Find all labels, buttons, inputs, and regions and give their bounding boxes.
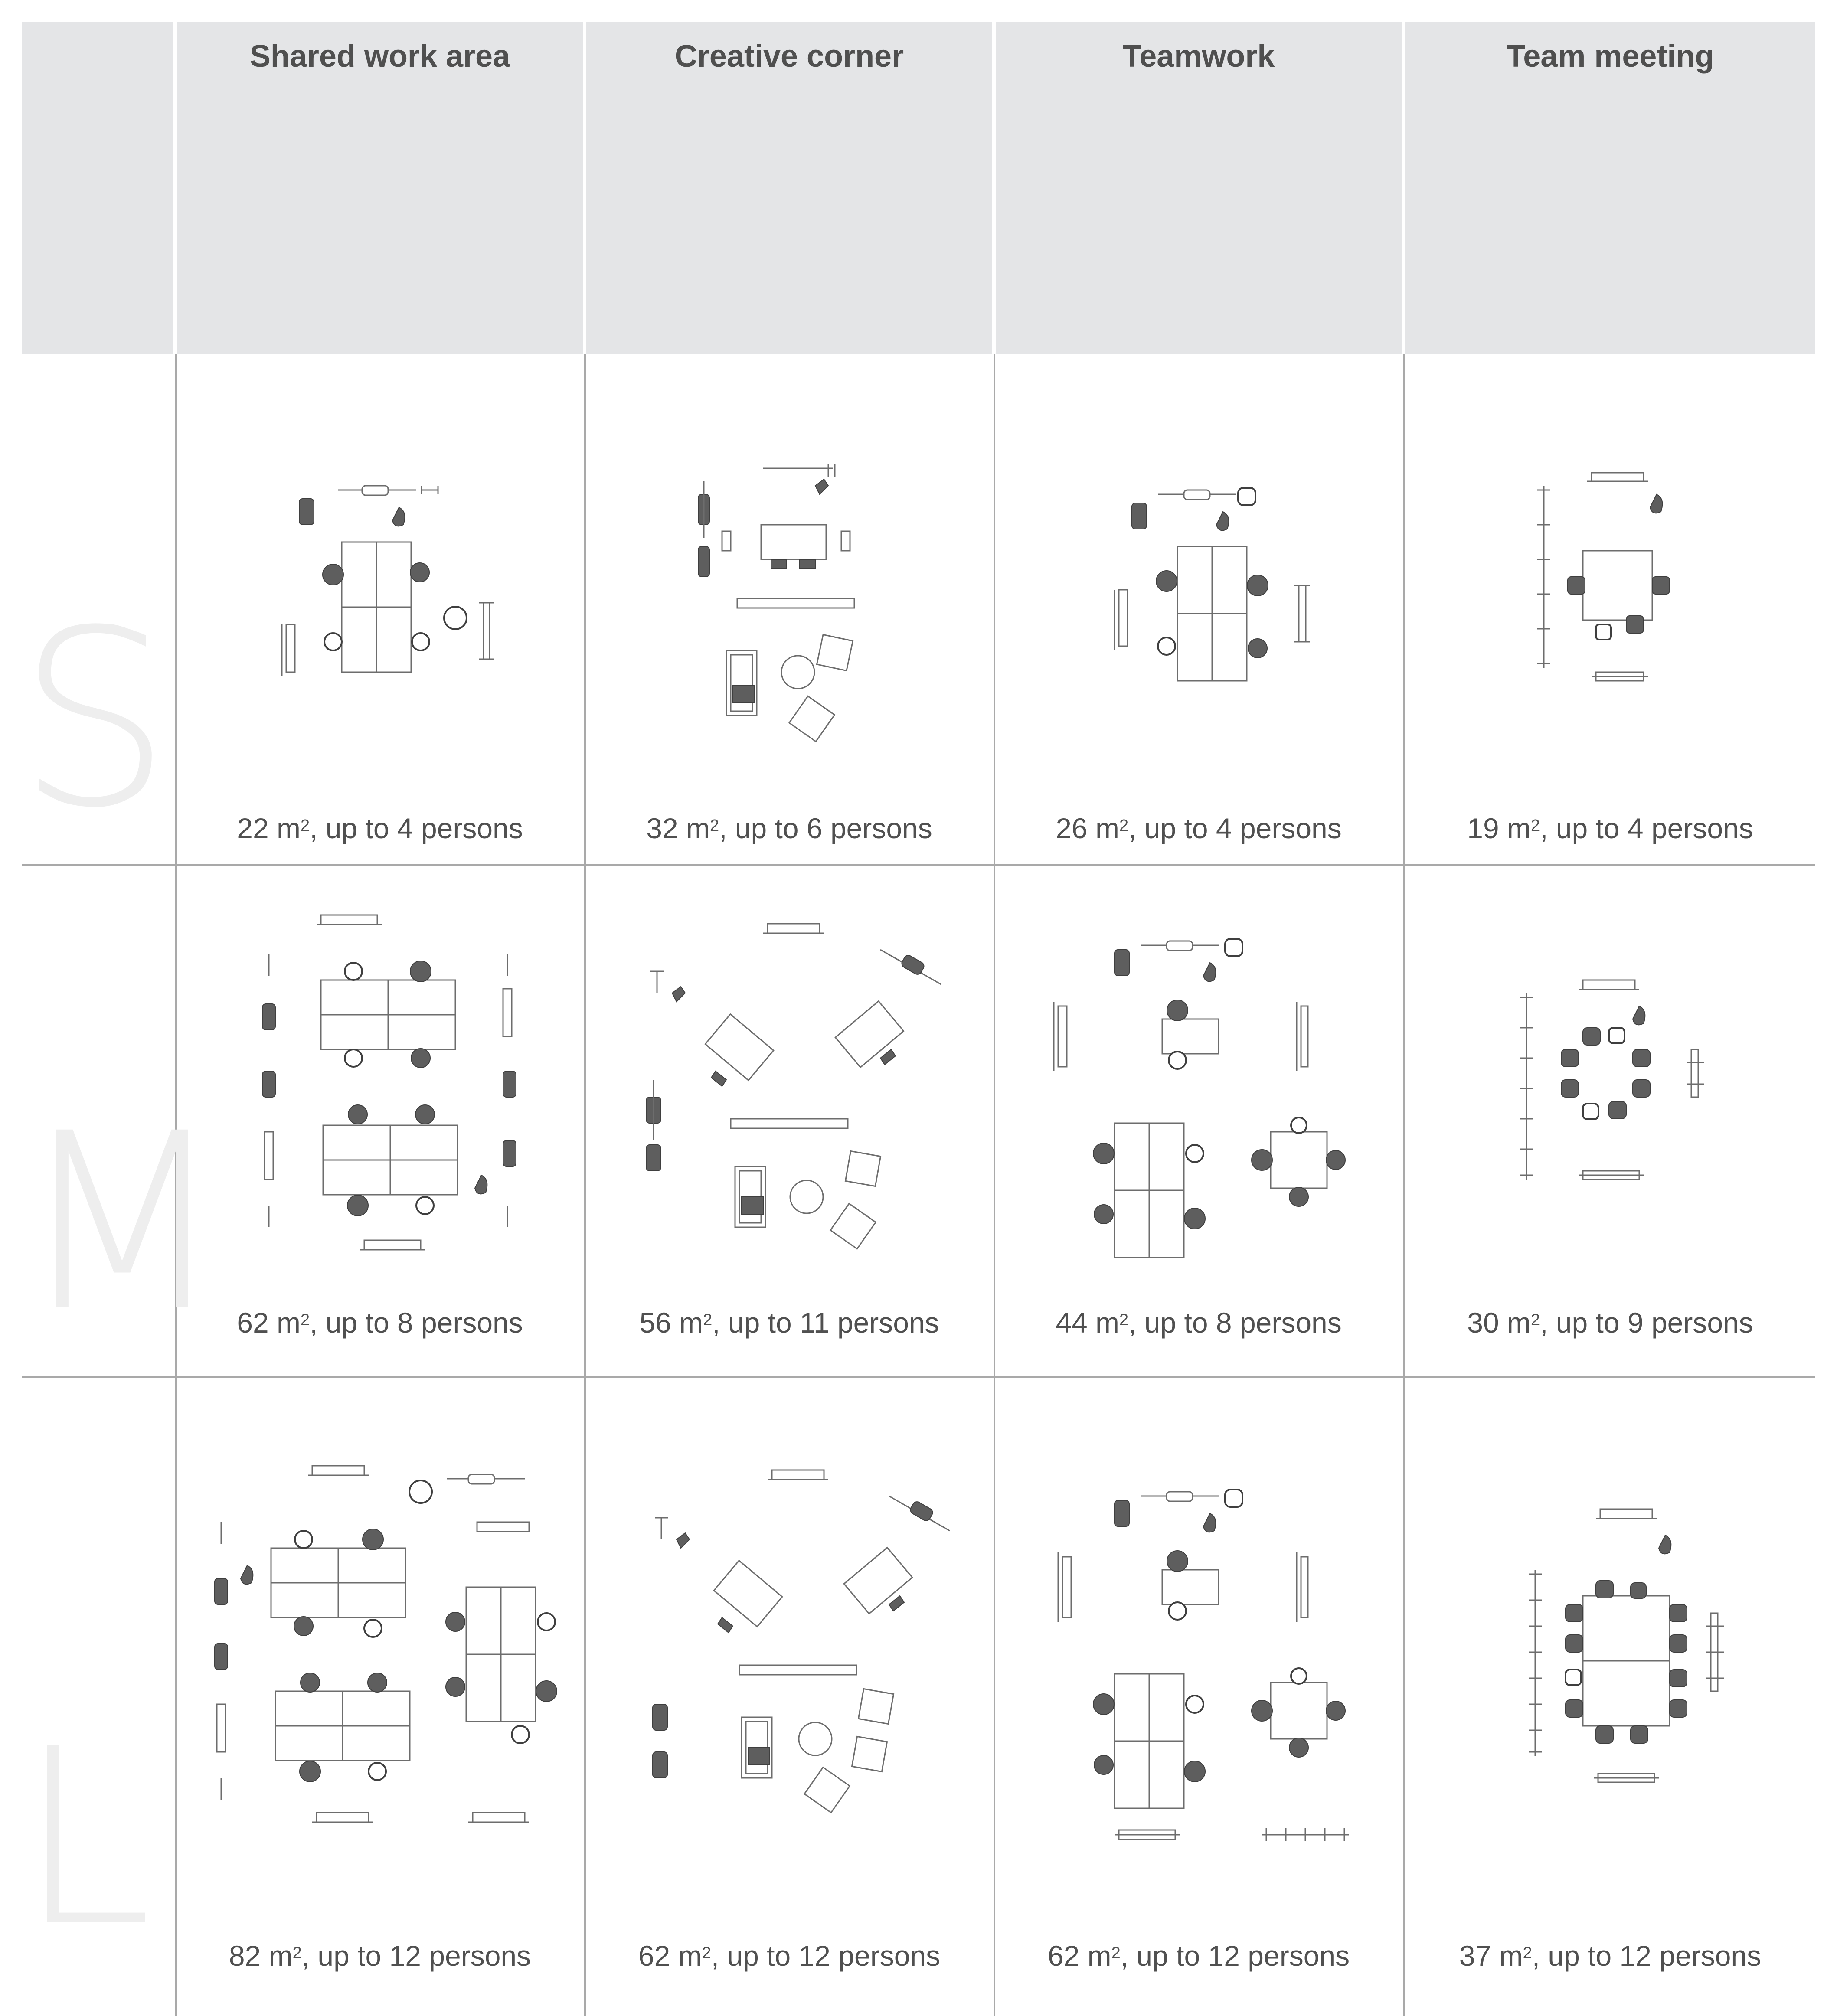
caption-superscript: 2 bbox=[1523, 1944, 1532, 1962]
floor-plan-teamwork-l bbox=[1049, 1483, 1379, 1856]
caption-persons: , up to 12 persons bbox=[711, 1940, 941, 1972]
caption-area: 62 m bbox=[1047, 1940, 1111, 1972]
caption-superscript: 2 bbox=[1530, 1310, 1540, 1329]
floor-plan-meeting-m bbox=[1509, 971, 1717, 1206]
caption-area: 30 m bbox=[1467, 1307, 1531, 1339]
caption-area: 22 m bbox=[237, 812, 301, 844]
caption-persons: , up to 6 persons bbox=[719, 812, 932, 844]
floor-plan-creative-l bbox=[642, 1461, 954, 1826]
area-caption-meeting-s bbox=[1405, 807, 1815, 850]
caption-area: 62 m bbox=[638, 1940, 702, 1972]
caption-persons: , up to 4 persons bbox=[310, 812, 523, 844]
area-caption-meeting-l bbox=[1405, 1934, 1815, 1977]
area-caption-creative-l bbox=[586, 1934, 992, 1977]
caption-persons: , up to 8 persons bbox=[1128, 1307, 1342, 1339]
floor-plan-teamwork-s bbox=[1106, 481, 1331, 707]
floor-plan-creative-m bbox=[637, 915, 950, 1262]
area-caption-meeting-m bbox=[1405, 1301, 1815, 1344]
caption-persons: , up to 12 persons bbox=[1120, 1940, 1350, 1972]
column-title-shared-work-area: Shared work area bbox=[249, 39, 510, 74]
area-caption-shared-m bbox=[177, 1301, 583, 1344]
grid-line-horizontal bbox=[22, 864, 1815, 866]
area-caption-teamwork-s bbox=[996, 807, 1402, 850]
caption-area: 32 m bbox=[646, 812, 710, 844]
area-caption-shared-l bbox=[177, 1934, 583, 1977]
caption-superscript: 2 bbox=[300, 1310, 310, 1329]
caption-superscript: 2 bbox=[702, 1944, 711, 1962]
caption-persons: , up to 12 persons bbox=[1532, 1940, 1762, 1972]
caption-area: 62 m bbox=[237, 1307, 301, 1339]
caption-superscript: 2 bbox=[1111, 1944, 1121, 1962]
caption-superscript: 2 bbox=[1119, 1310, 1129, 1329]
size-letter-m: M bbox=[17, 1082, 227, 1364]
caption-area: 26 m bbox=[1056, 812, 1119, 844]
size-letter-s: S bbox=[17, 578, 172, 861]
caption-area: 19 m bbox=[1467, 812, 1531, 844]
grid-line-vertical bbox=[1403, 354, 1405, 2016]
caption-persons: , up to 12 persons bbox=[301, 1940, 531, 1972]
caption-persons: , up to 11 persons bbox=[712, 1307, 939, 1339]
grid-line-horizontal bbox=[22, 1376, 1815, 1378]
floor-plan-teamwork-m bbox=[1045, 932, 1375, 1271]
caption-superscript: 2 bbox=[292, 1944, 302, 1962]
column-title-team-meeting: Team meeting bbox=[1506, 39, 1714, 74]
caption-area: 82 m bbox=[229, 1940, 293, 1972]
area-caption-creative-m bbox=[586, 1301, 992, 1344]
header-corner-cell bbox=[22, 22, 173, 354]
floor-plan-meeting-l bbox=[1518, 1496, 1752, 1813]
size-letter-l: L bbox=[17, 1697, 153, 1980]
column-title-creative-corner: Creative corner bbox=[674, 39, 904, 74]
floor-plan-shared-m bbox=[247, 906, 533, 1279]
column-title-teamwork: Teamwork bbox=[1122, 39, 1275, 74]
caption-persons: , up to 4 persons bbox=[1128, 812, 1342, 844]
caption-superscript: 2 bbox=[300, 816, 310, 835]
grid-line-vertical bbox=[994, 354, 995, 2016]
floor-plan-creative-s bbox=[685, 460, 902, 746]
caption-area: 56 m bbox=[639, 1307, 703, 1339]
area-caption-shared-s bbox=[177, 807, 583, 850]
caption-superscript: 2 bbox=[709, 816, 719, 835]
floor-plan-meeting-s bbox=[1526, 464, 1700, 698]
caption-persons: , up to 4 persons bbox=[1540, 812, 1753, 844]
caption-area: 37 m bbox=[1459, 1940, 1523, 1972]
floor-plan-shared-s bbox=[269, 468, 503, 694]
caption-superscript: 2 bbox=[703, 1310, 713, 1329]
area-caption-creative-s bbox=[586, 807, 992, 850]
caption-superscript: 2 bbox=[1530, 816, 1540, 835]
caption-persons: , up to 9 persons bbox=[1540, 1307, 1753, 1339]
caption-superscript: 2 bbox=[1119, 816, 1129, 835]
floor-plan-shared-l bbox=[199, 1457, 572, 1847]
caption-persons: , up to 8 persons bbox=[310, 1307, 523, 1339]
caption-area: 44 m bbox=[1056, 1307, 1119, 1339]
area-caption-teamwork-l bbox=[996, 1934, 1402, 1977]
area-caption-teamwork-m bbox=[996, 1301, 1402, 1344]
grid-line-vertical bbox=[584, 354, 586, 2016]
